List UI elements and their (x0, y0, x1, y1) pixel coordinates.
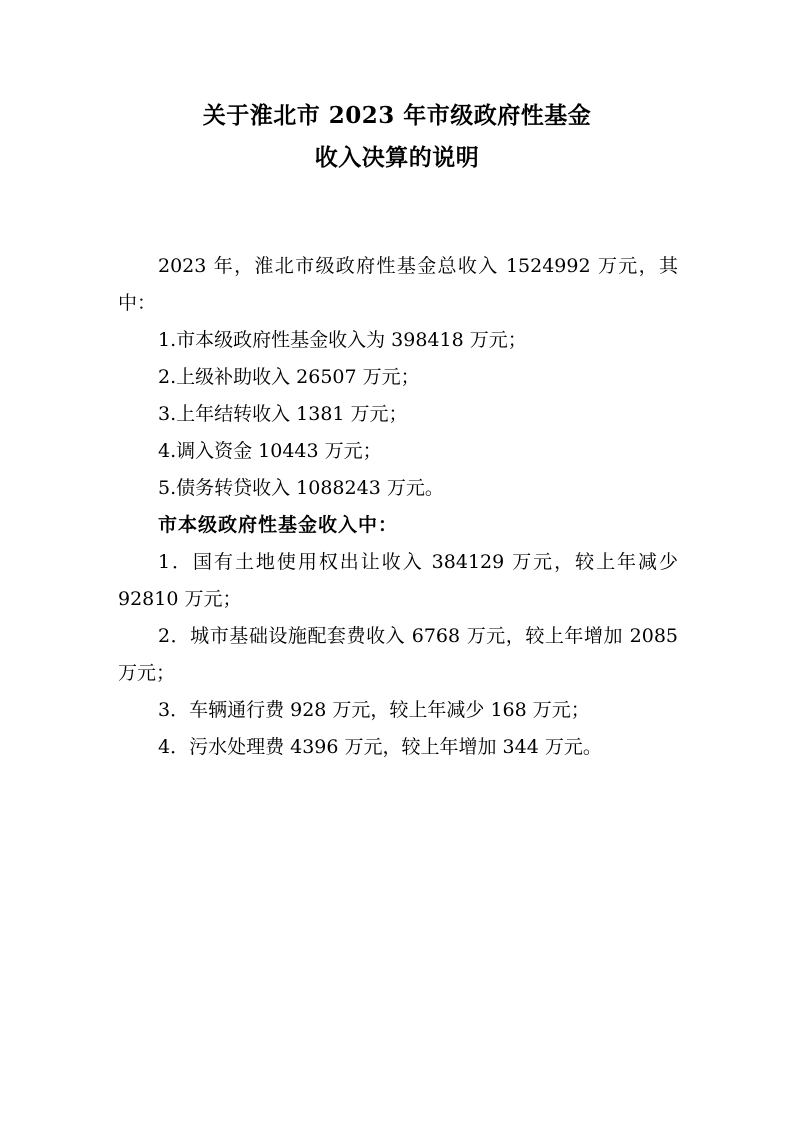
section-heading: 市本级政府性基金收入中： (158, 514, 399, 536)
document-title-line-2: 收入决算的说明 (314, 144, 480, 171)
summary-item: 3.上年结转收入 1381 万元； (158, 403, 408, 425)
detail-item: 3．车辆通行费 928 万元，较上年减少 168 万元； (158, 699, 590, 721)
document-title-line-1: 关于淮北市 2023 年市级政府性基金 (202, 102, 592, 129)
summary-item: 5.债务转贷收入 1088243 万元。 (158, 477, 444, 499)
summary-item: 2.上级补助收入 26507 万元； (158, 366, 420, 388)
summary-item: 4.调入资金 10443 万元； (158, 440, 382, 462)
detail-item: 1．国有土地使用权出让收入 384129 万元，较上年减少 92810 万元； (118, 551, 678, 610)
intro-paragraph: 2023 年，淮北市级政府性基金总收入 1524992 万元，其中： (118, 255, 678, 314)
detail-item: 2．城市基础设施配套费收入 6768 万元，较上年增加 2085 万元； (118, 625, 678, 684)
summary-item: 1.市本级政府性基金收入为 398418 万元； (158, 329, 527, 351)
document-body (118, 248, 678, 766)
detail-item: 4．污水处理费 4396 万元，较上年增加 344 万元。 (158, 736, 602, 758)
